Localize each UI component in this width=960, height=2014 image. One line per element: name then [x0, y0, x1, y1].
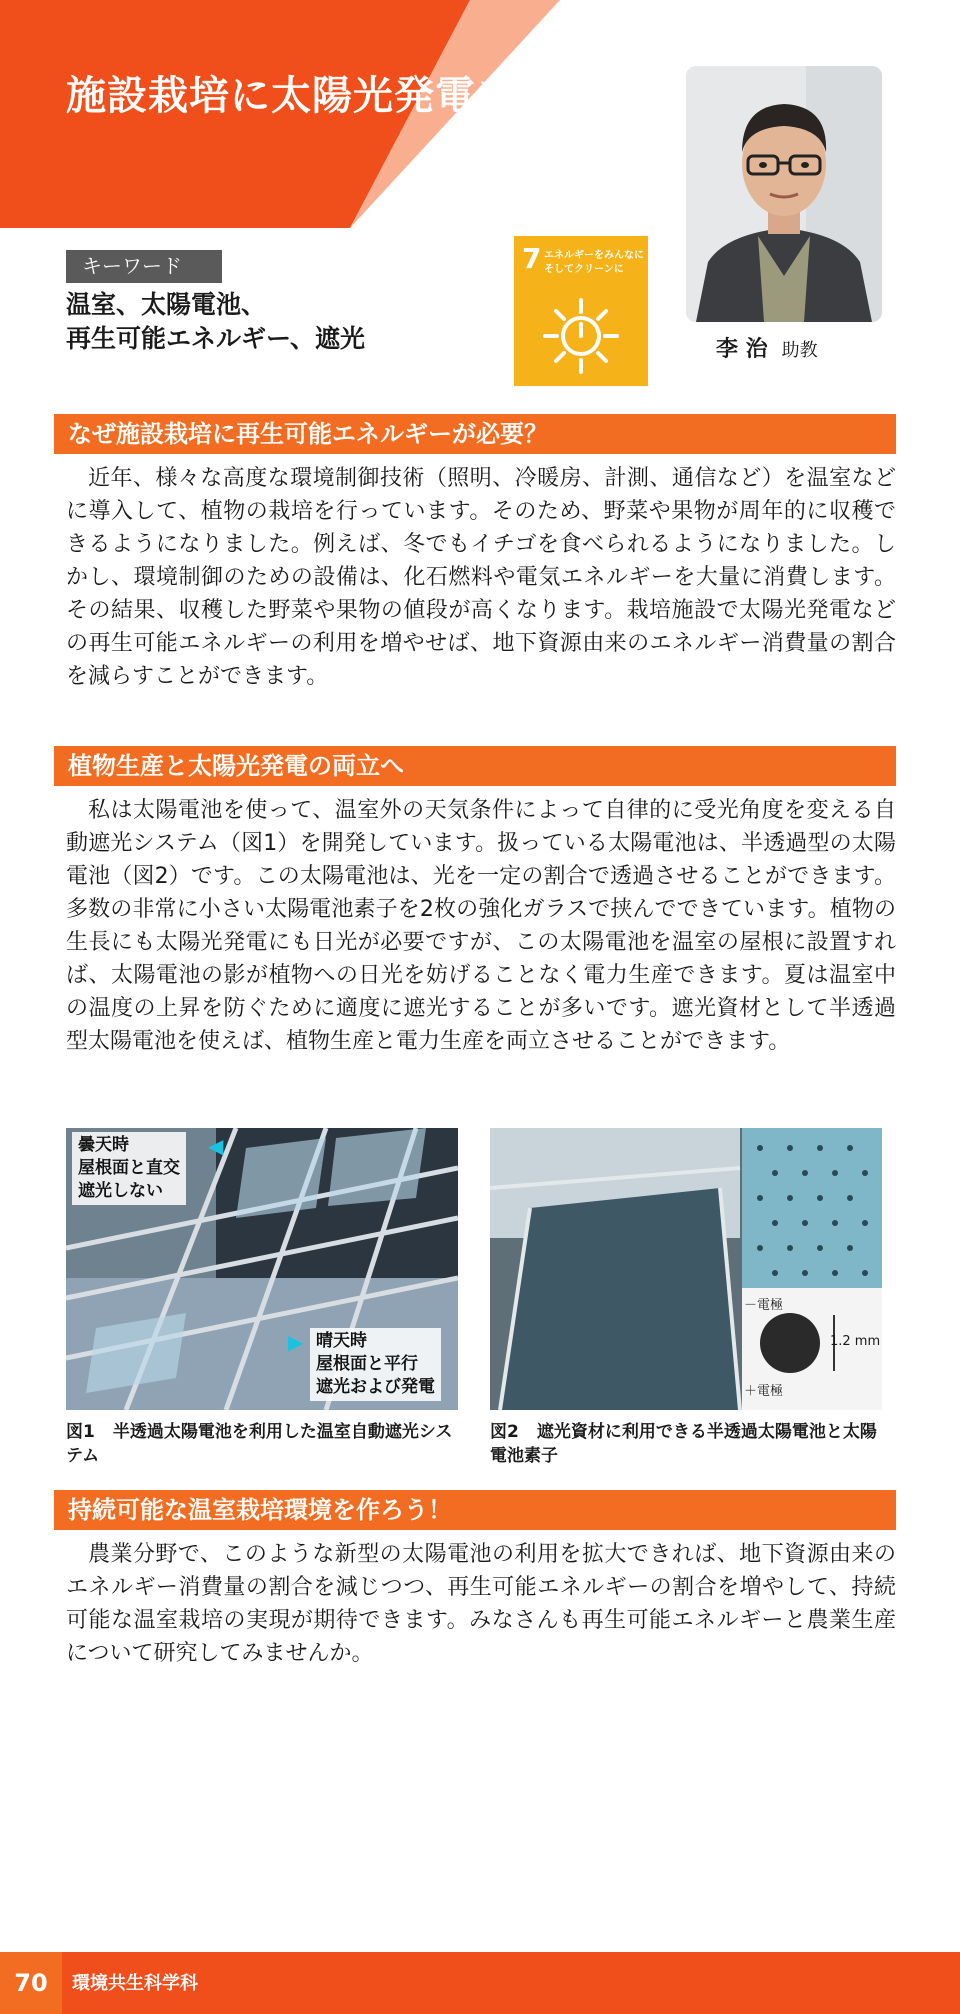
sun-power-icon: [514, 236, 648, 386]
person-photo-illustration: [686, 66, 882, 322]
section-heading: 植物生産と太陽光発電の両立へ: [54, 746, 896, 786]
section-body: 近年、様々な高度な環境制御技術（照明、冷暖房、計測、通信など）を温室などに導入して、植物の栽培を行っています。そのため、野菜や果物が周年的に収穫できるようになりました。例えば、冬でもイチゴを食べられるようになりました。しかし、環境制御のための設備は、化石燃料や電気エネルギーを大量に消費します。その結果、収穫した野菜や果物の値段が高くなります。栽培施設で太陽光発電などの再生可能エネルギーの利用を増やせば、地下資源由来のエネルギー消費量の割合を減らすことができます。: [66, 466, 896, 689]
annotation-line: 遮光および発電: [316, 1377, 435, 1397]
keyword-label: キーワード: [66, 250, 222, 283]
electrode-plus-label: ＋電極: [744, 1384, 784, 1399]
annotation-line: 曇天時: [78, 1135, 129, 1155]
annotation-line: 遮光しない: [78, 1181, 163, 1201]
figure-1-caption-text: 半透過太陽電池を利用した温室自動遮光システム: [66, 1422, 453, 1466]
figure-2-photo: [490, 1128, 882, 1410]
page-number: 70: [0, 1952, 62, 2014]
researcher-photo: [686, 66, 882, 322]
annotation-line: 晴天時: [316, 1331, 367, 1351]
annotation-line: 屋根面と直交: [78, 1158, 180, 1178]
page-title: 施設栽培に太陽光発電を: [66, 73, 517, 119]
figure-1-caption: [66, 1420, 466, 1468]
solar-panel-illustration: [490, 1128, 882, 1410]
sdg-number: 7: [522, 242, 542, 275]
keyword-line: 再生可能エネルギー、遮光: [66, 324, 366, 353]
keyword-list: [66, 288, 365, 356]
keyword-line: 温室、太陽電池、: [66, 290, 267, 319]
figure-1-annotation-cloudy: [72, 1132, 186, 1205]
arrow-left-icon: ◀: [208, 1134, 224, 1158]
sdg-goal-text: エネルギーをみんなに そしてクリーンに: [544, 250, 644, 275]
electrode-minus-label: －電極: [744, 1298, 784, 1313]
section-body: 私は太陽電池を使って、温室外の天気条件によって自律的に受光角度を変える自動遮光システム（図1）を開発しています。扱っている太陽電池は、半透過型の太陽電池（図2）です。この太陽電池は、光を一定の割合で透過させることができます。多数の非常に小さい太陽電池素子を2枚の強化ガラスで挟んでできています。植物の生長にも太陽光発電にも日光が必要ですが、この太陽電池を温室の屋根に設置すれば、太陽電池の影が植物への日光を妨げることなく電力生産できます。夏は温室中の温度の上昇を防ぐために適度に遮光することが多いです。遮光資材として半透過型太陽電池を使えば、植物生産と電力生産を両立させることができます。: [66, 798, 896, 1054]
figure-2-caption-text: 遮光資材に利用できる半透過太陽電池と太陽電池素子: [490, 1422, 877, 1466]
figure-2-caption: [490, 1420, 890, 1468]
figure-1-annotation-sunny: [310, 1328, 441, 1401]
section-body: 農業分野で、このような新型の太陽電池の利用を拡大できれば、地下資源由来のエネルギー消費量の割合を減じつつ、再生可能エネルギーの割合を増やして、持続可能な温室栽培の実現が期待できます。みなさんも再生可能エネルギーと農業生産について研究してみませんか。: [66, 1542, 896, 1666]
role-text: 助教: [781, 340, 818, 361]
name-text: 李 治: [716, 337, 768, 362]
figure-1-label: 図1: [66, 1422, 95, 1442]
figure-1-photo: [66, 1128, 458, 1410]
section-heading: なぜ施設栽培に再生可能エネルギーが必要？: [54, 414, 896, 454]
arrow-right-icon: ▶: [288, 1330, 304, 1354]
department-name: 環境共生科学科: [72, 1973, 198, 1994]
section-heading: 持続可能な温室栽培環境を作ろう！: [54, 1490, 896, 1530]
researcher-name: [716, 332, 818, 363]
annotation-line: 屋根面と平行: [316, 1354, 418, 1374]
sdg-badge: [514, 236, 648, 386]
cell-size-label: 1.2 mm: [830, 1334, 881, 1349]
figure-2-label: 図2: [490, 1422, 519, 1442]
